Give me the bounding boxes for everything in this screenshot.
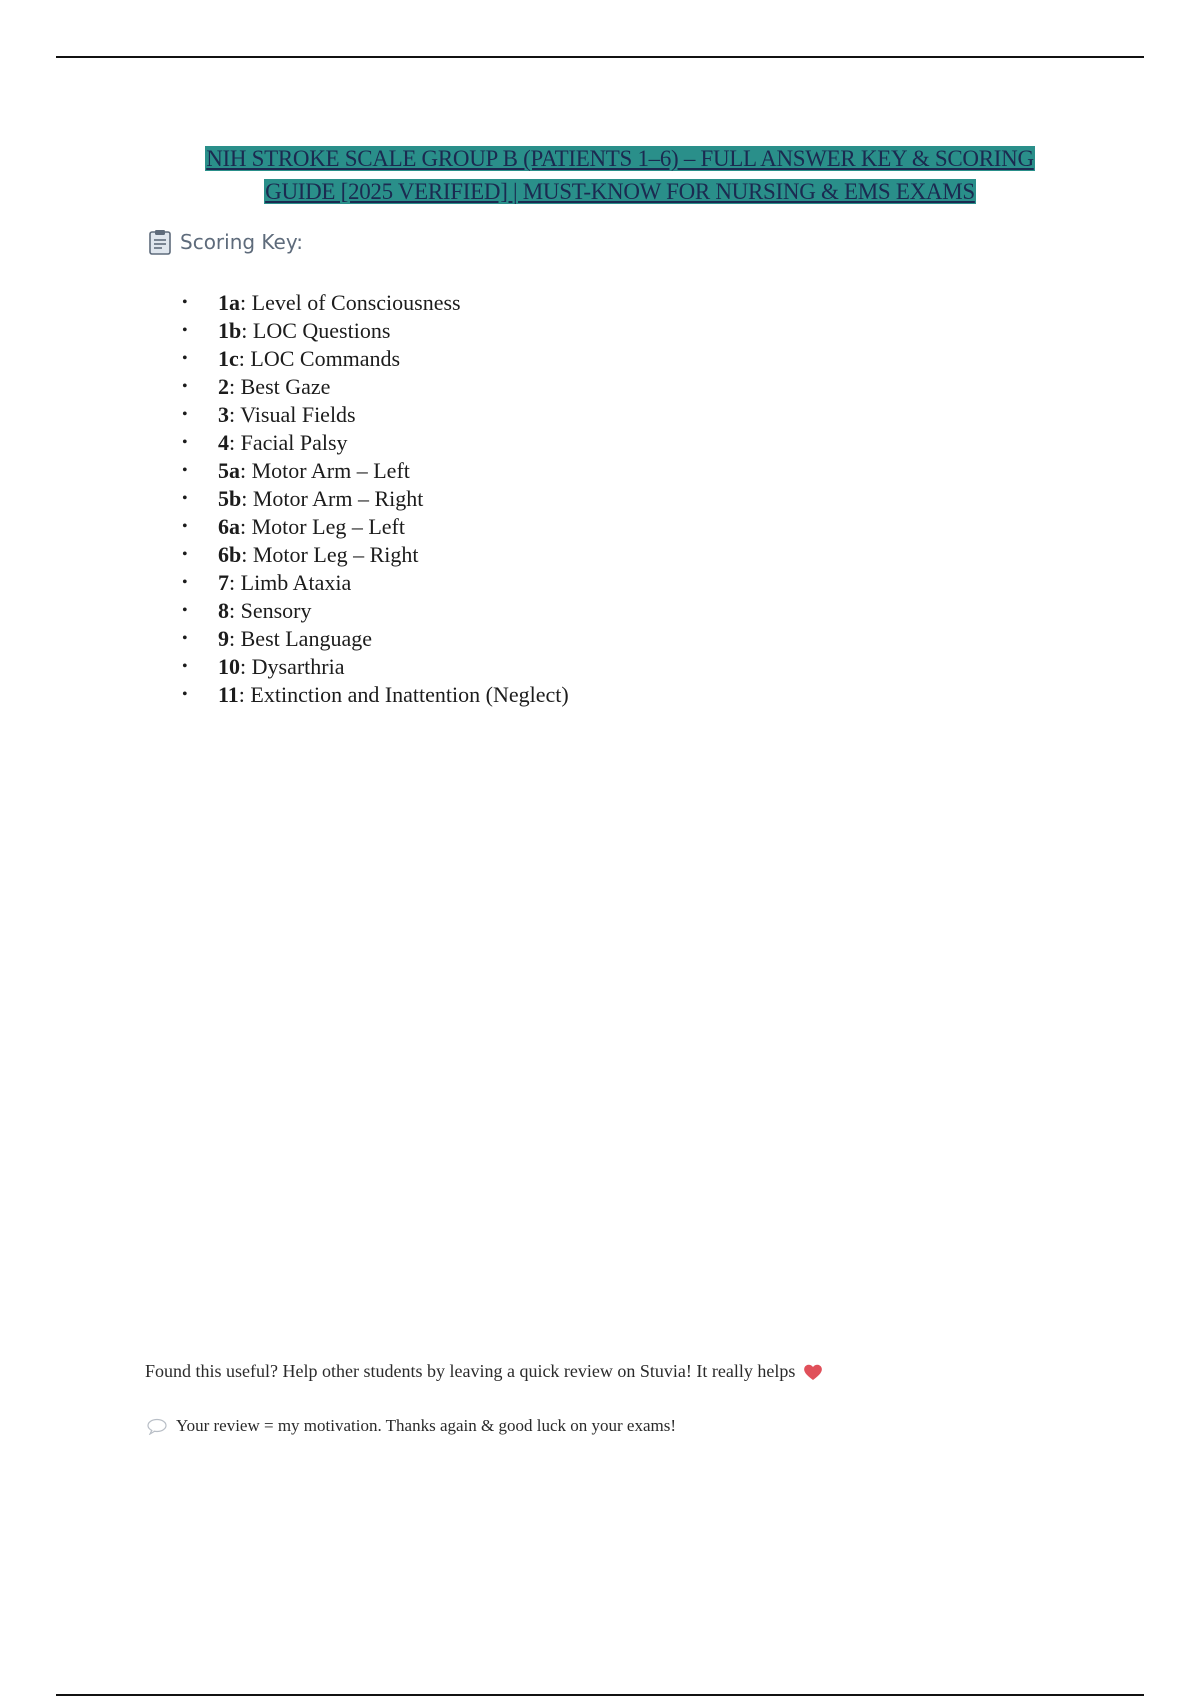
bullet-icon: • (182, 546, 188, 563)
bullet-icon: • (182, 378, 188, 395)
bullet-icon: • (182, 686, 188, 703)
item-code: 1c (218, 346, 239, 371)
item-separator: : (240, 514, 252, 539)
clipboard-icon (148, 229, 172, 255)
item-label: Motor Leg – Right (252, 542, 419, 567)
list-item (180, 457, 569, 485)
item-code: 4 (218, 430, 229, 455)
bullet-icon: • (182, 630, 188, 647)
review-request-text: Found this useful? Help other students by leaving a quick review on Stuvia! It really helps (145, 1361, 796, 1381)
title-line-2: GUIDE [2025 VERIFIED] | MUST-KNOW FOR NURSING & EMS EXAMS (265, 179, 975, 204)
bullet-icon: • (182, 518, 188, 535)
item-label: Visual Fields (240, 402, 356, 427)
list-item (180, 681, 569, 709)
item-label: Best Gaze (240, 374, 331, 399)
list-item (180, 485, 569, 513)
list-item (180, 429, 569, 457)
item-separator: : (229, 626, 241, 651)
title-line-1: NIH STROKE SCALE GROUP B (PATIENTS 1–6) – FULL ANSWER KEY & SCORING (206, 146, 1034, 171)
item-code: 8 (218, 598, 229, 623)
list-item (180, 541, 569, 569)
scoring-key-heading (148, 229, 303, 255)
item-label: Best Language (240, 626, 372, 651)
scoring-key-list (180, 289, 569, 709)
thanks-text: Your review = my motivation. Thanks again & good luck on your exams! (176, 1416, 677, 1435)
item-separator: : (229, 598, 241, 623)
item-code: 6a (218, 514, 240, 539)
item-separator: : (238, 346, 251, 371)
thanks-message (147, 1416, 676, 1436)
item-label: Level of Consciousness (251, 290, 461, 315)
item-label: Motor Arm – Right (252, 486, 424, 511)
item-label: LOC Questions (252, 318, 391, 343)
list-item (180, 401, 569, 429)
item-separator: : (240, 290, 252, 315)
list-item (180, 625, 569, 653)
item-code: 11 (218, 682, 239, 707)
bullet-icon: • (182, 658, 188, 675)
item-label: Sensory (240, 598, 312, 623)
item-separator: : (229, 402, 241, 427)
heart-icon (803, 1363, 823, 1381)
bullet-icon: • (182, 490, 188, 507)
item-code: 1b (218, 318, 242, 343)
item-code: 5b (218, 486, 242, 511)
item-separator: : (241, 318, 253, 343)
item-code: 9 (218, 626, 229, 651)
top-rule (56, 56, 1144, 58)
list-item (180, 345, 569, 373)
item-label: Motor Leg – Left (251, 514, 405, 539)
bullet-icon: • (182, 294, 188, 311)
item-label: Extinction and Inattention (Neglect) (250, 682, 569, 707)
list-item (180, 289, 569, 317)
item-code: 1a (218, 290, 240, 315)
item-label: LOC Commands (250, 346, 401, 371)
item-separator: : (238, 682, 251, 707)
item-label: Motor Arm – Left (251, 458, 410, 483)
item-label: Limb Ataxia (240, 570, 352, 595)
item-code: 5a (218, 458, 240, 483)
list-item (180, 597, 569, 625)
list-item (180, 317, 569, 345)
review-request (145, 1361, 823, 1382)
item-separator: : (241, 486, 253, 511)
item-code: 7 (218, 570, 229, 595)
item-code: 10 (218, 654, 240, 679)
bullet-icon: • (182, 350, 188, 367)
heading-text: Scoring Key: (180, 230, 303, 254)
bullet-icon: • (182, 406, 188, 423)
bullet-icon: • (182, 434, 188, 451)
bullet-icon: • (182, 462, 188, 479)
item-separator: : (240, 458, 252, 483)
list-item (180, 513, 569, 541)
bottom-rule (56, 1694, 1144, 1696)
item-separator: : (240, 654, 252, 679)
bullet-icon: • (182, 322, 188, 339)
item-code: 2 (218, 374, 229, 399)
item-label: Dysarthria (251, 654, 345, 679)
item-separator: : (241, 542, 253, 567)
item-label: Facial Palsy (240, 430, 348, 455)
list-item (180, 373, 569, 401)
bullet-icon: • (182, 602, 188, 619)
list-item (180, 653, 569, 681)
item-separator: : (229, 430, 241, 455)
item-code: 3 (218, 402, 229, 427)
document-title (140, 142, 1100, 208)
item-code: 6b (218, 542, 242, 567)
speech-bubble-icon (147, 1418, 167, 1435)
list-item (180, 569, 569, 597)
item-separator: : (229, 374, 241, 399)
item-separator: : (229, 570, 241, 595)
bullet-icon: • (182, 574, 188, 591)
